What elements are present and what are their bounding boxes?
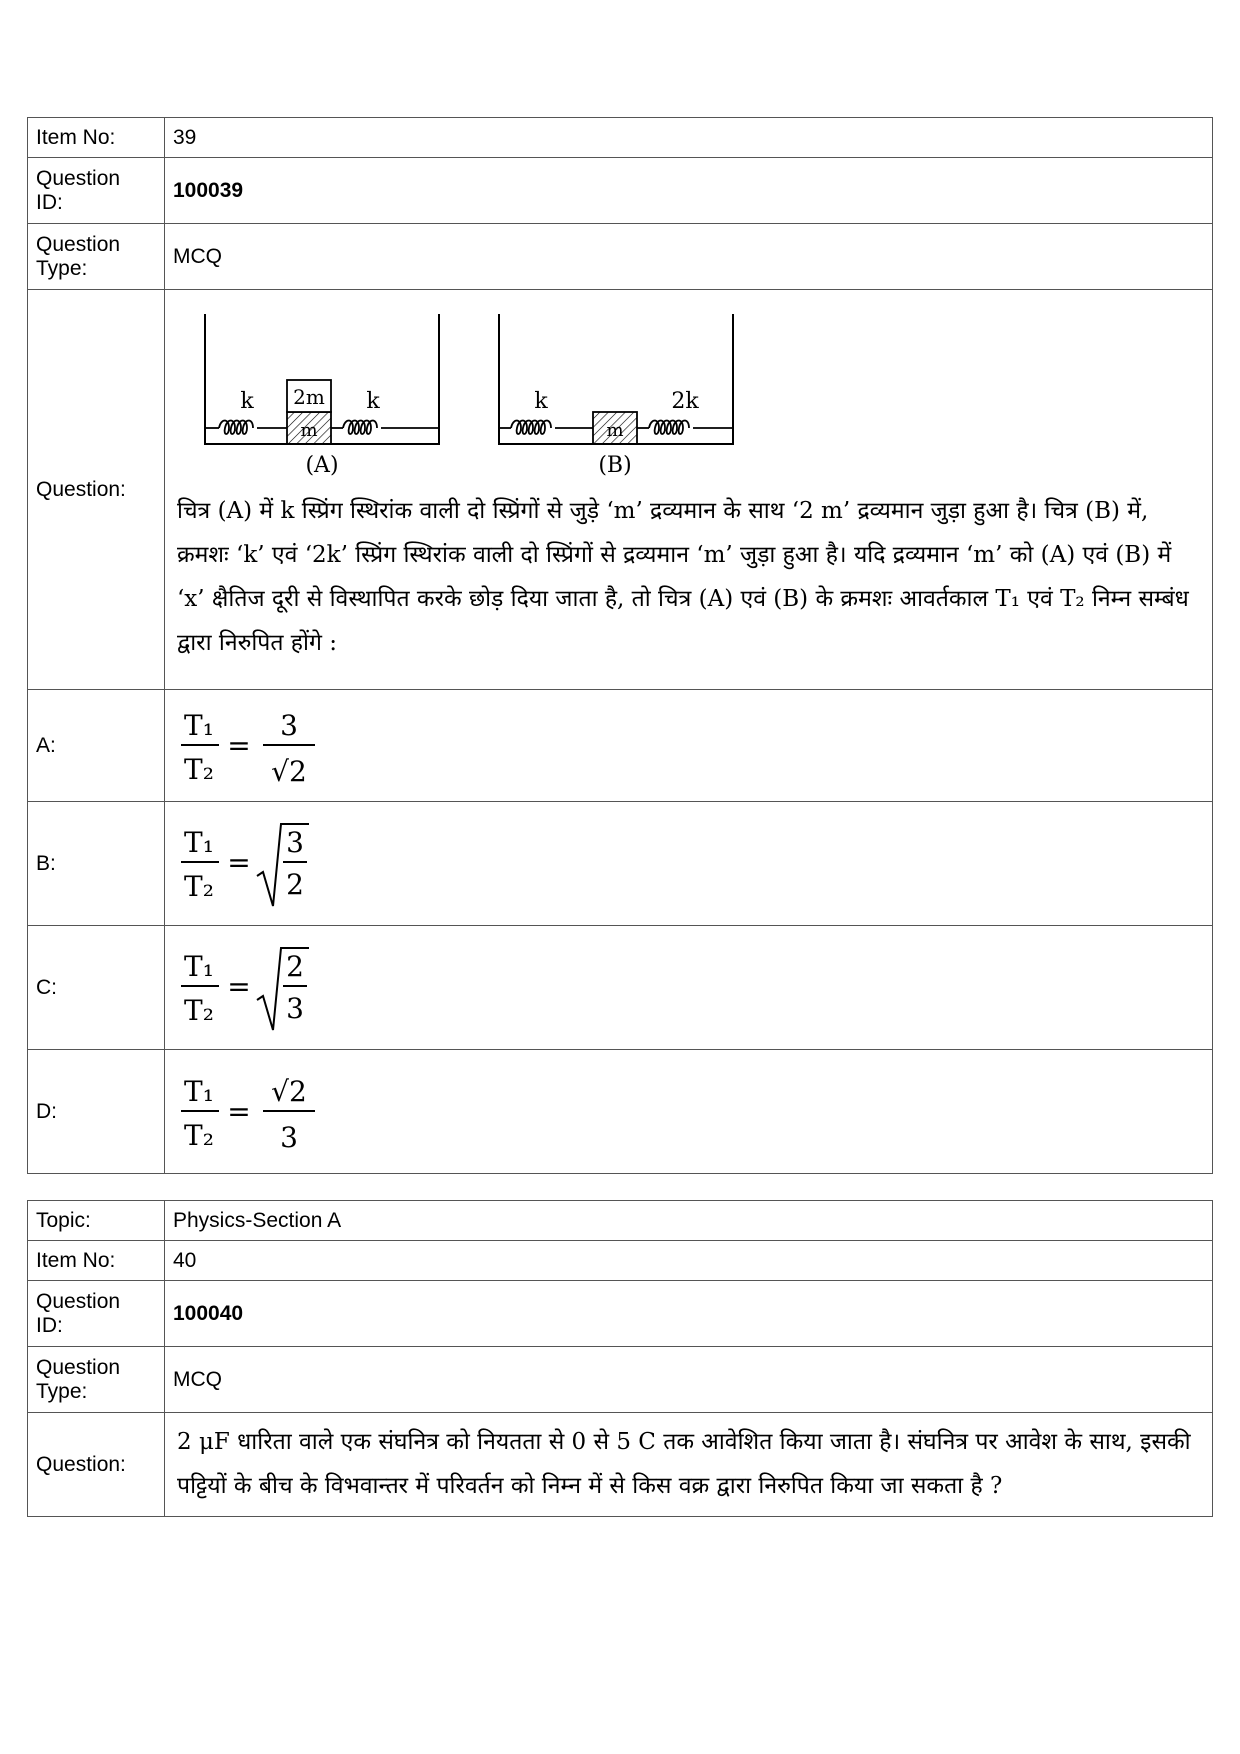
svg-text:T₂: T₂	[184, 993, 214, 1027]
option-d-formula	[165, 1050, 1213, 1174]
question-type-value: MCQ	[165, 224, 1213, 290]
question-type-label: Question Type:	[28, 1347, 165, 1413]
figure-b-caption: (B)	[598, 453, 632, 478]
svg-text:T₁: T₁	[184, 825, 214, 859]
spring-a-right-label: k	[366, 389, 380, 414]
option-d-label: D:	[28, 1050, 165, 1174]
svg-text:T₂: T₂	[184, 752, 214, 786]
spring-b-right	[637, 421, 733, 435]
question-id-label: Question ID:	[28, 158, 165, 224]
question-cell	[165, 290, 1213, 690]
formula-d	[177, 1067, 347, 1157]
question-id-value: 100040	[165, 1281, 1213, 1347]
question-type-label: Question Type:	[28, 224, 165, 290]
option-a-label: A:	[28, 690, 165, 802]
svg-text:T₂: T₂	[184, 1118, 214, 1152]
question-label: Question:	[28, 1413, 165, 1517]
spring-a-left	[205, 421, 287, 435]
figure-a-caption: (A)	[305, 453, 339, 478]
svg-text:2: 2	[286, 867, 304, 901]
svg-text:3: 3	[286, 991, 304, 1025]
formula-c	[177, 938, 347, 1038]
topic-label: Topic:	[28, 1201, 165, 1241]
svg-text:3: 3	[286, 825, 304, 859]
mass-m-a-label: m	[300, 420, 318, 441]
question-cell	[165, 1413, 1213, 1517]
mass-2m-label: 2m	[293, 385, 325, 409]
mass-m-b-label: m	[606, 420, 624, 441]
spring-b-left-label: k	[534, 389, 548, 414]
svg-text:3: 3	[280, 1120, 298, 1154]
question-id-value: 100039	[165, 158, 1213, 224]
svg-text:T₁: T₁	[184, 1074, 214, 1108]
spring-b-left	[499, 421, 593, 435]
option-b-formula	[165, 802, 1213, 926]
svg-text:2: 2	[286, 949, 304, 983]
svg-text:T₁: T₁	[184, 708, 214, 742]
formula-b	[177, 814, 347, 914]
svg-text:=: =	[227, 1094, 251, 1128]
question-id-label: Question ID:	[28, 1281, 165, 1347]
svg-text:=: =	[227, 969, 251, 1003]
option-b-label: B:	[28, 802, 165, 926]
item-no-value: 39	[165, 118, 1213, 158]
question-text: चित्र (A) में k स्प्रिंग स्थिरांक वाली दो स्प्रिंगों से जुड़े ‘m’ द्रव्यमान के साथ ‘2 m’ द्रव्यमान जुड़ा हुआ है। चित्र (B) में, क्रमशः ‘k’ एवं ‘2k’ स्प्रिंग स्थिरांक वाली दो स्प्रिंगों से द्रव्यमान ‘m’ जुड़ा हुआ है। यदि द्रव्यमान ‘m’ को (A) एवं (B) में ‘x’ क्षैतिज दूरी से विस्थापित करके छोड़ दिया जाता है, तो चित्र (A) एवं (B) के क्रमशः आवर्तकाल T₁ एवं T₂ निम्न सम्बंध द्वारा निरुपित होंगे :	[177, 498, 1189, 656]
spring-mass-diagram	[177, 300, 737, 480]
question-text: 2 μF धारिता वाले एक संघनित्र को नियतता से 0 से 5 C तक आवेशित किया जाता है। संघनित्र पर आवेश के साथ, इसकी पट्टियों के बीच के विभवान्तर में परिवर्तन को निम्न में से किस वक्र द्वारा निरुपित किया जा सकता है ?	[177, 1428, 1191, 1499]
option-c-label: C:	[28, 926, 165, 1050]
svg-text:√2: √2	[271, 1074, 307, 1108]
question-table-39	[27, 117, 1213, 1174]
spring-b-right-label: 2k	[671, 389, 699, 414]
spring-a-right	[331, 421, 439, 435]
formula-a	[177, 701, 347, 791]
option-c-formula	[165, 926, 1213, 1050]
svg-text:T₂: T₂	[184, 869, 214, 903]
item-no-label: Item No:	[28, 118, 165, 158]
topic-value: Physics-Section A	[165, 1201, 1213, 1241]
item-no-label: Item No:	[28, 1241, 165, 1281]
spring-figure	[165, 290, 1212, 485]
option-a-formula	[165, 690, 1213, 802]
svg-text:3: 3	[280, 708, 298, 742]
spring-a-left-label: k	[240, 389, 254, 414]
svg-text:=: =	[227, 845, 251, 879]
question-type-value: MCQ	[165, 1347, 1213, 1413]
question-label: Question:	[28, 290, 165, 690]
svg-text:=: =	[227, 728, 251, 762]
item-no-value: 40	[165, 1241, 1213, 1281]
svg-text:T₁: T₁	[184, 949, 214, 983]
svg-text:√2: √2	[271, 754, 307, 788]
question-table-40	[27, 1200, 1213, 1517]
